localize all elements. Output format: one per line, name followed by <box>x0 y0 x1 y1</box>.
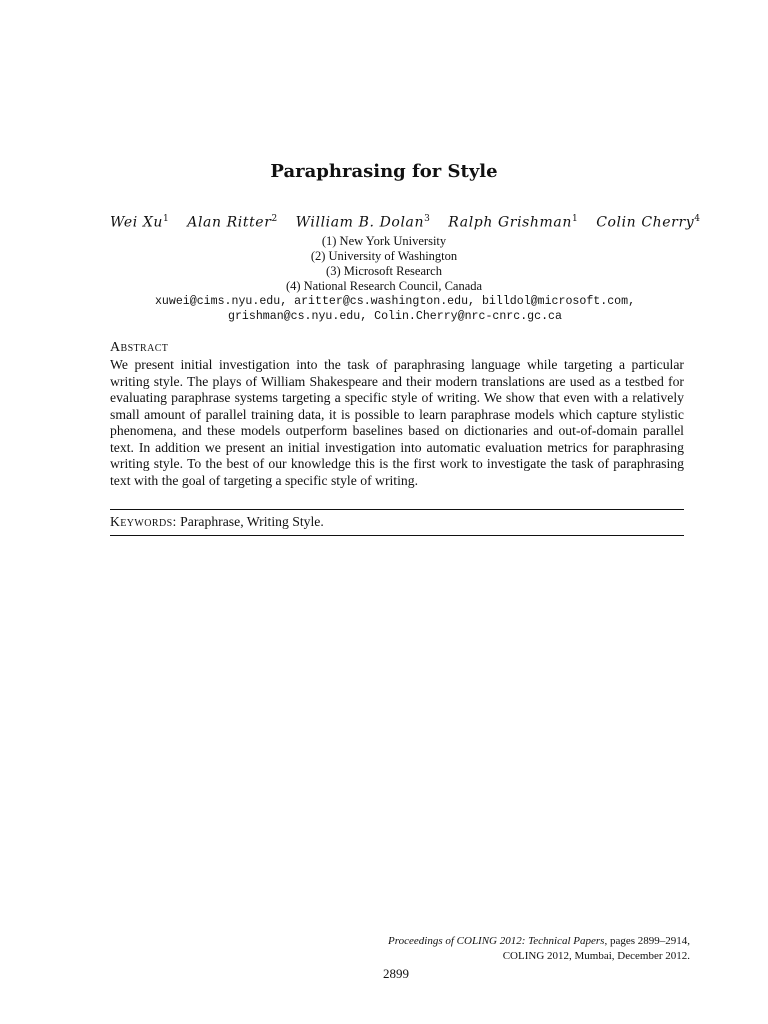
affiliation: (4) National Research Council, Canada <box>285 279 483 293</box>
abstract-text: We present initial investigation into the task of paraphrasing language while targeting a particular writing style. The plays of William Shakespeare and their modern translations are used as a testbed for evaluating paraphrase systems targeting a specific style of writing. We show that even with a relatively small amount of parallel training data, it is possible to learn paraphrase models which capture stylistic phenomena, and these models outperform baselines based on dictionaries and out-of-domain parallel text. In addition we present an initial investigation into automatic evaluation metrics for paraphrasing writing style. To the best of our knowledge this is the first work to investigate the task of paraphrasing text with the goal of targeting a specific style of writing. <box>110 357 684 488</box>
keywords-text: Paraphrase, Writing Style. <box>180 514 324 529</box>
author: William B. Dolan$^3$ <box>295 214 430 231</box>
keywords-top-rule <box>110 509 684 510</box>
keywords-label: Keywords: <box>110 514 177 529</box>
location: COLING 2012, Mumbai, December 2012. <box>502 950 690 962</box>
pages: , pages 2899–2914, <box>604 935 690 947</box>
keywords-bottom-rule <box>110 535 684 536</box>
author: Colin Cherry$^4$ <box>596 214 700 231</box>
email-list <box>0 294 768 324</box>
author: Alan Ritter$^2$ <box>187 214 278 231</box>
venue: Proceedings of COLING 2012: Technical Papers <box>388 935 605 947</box>
citation-line <box>388 934 690 949</box>
affiliation: (2) University of Washington <box>310 249 458 263</box>
affiliation: (3) Microsoft Research <box>326 264 442 278</box>
paper-title: Paraphrasing for Style <box>270 161 498 182</box>
author: Ralph Grishman$^1$ <box>448 214 578 231</box>
author: Wei Xu$^1$ <box>110 214 169 231</box>
email-line: xuwei@cims.nyu.edu, aritter@cs.washington.edu, billdol@microsoft.com, <box>154 295 636 308</box>
email-line: grishman@cs.nyu.edu, Colin.Cherry@nrc-cnrc.gc.ca <box>228 310 562 323</box>
page-number: 2899 <box>383 966 409 981</box>
affiliation: (1) New York University <box>321 234 447 248</box>
author-list <box>110 214 700 231</box>
proceedings-footer <box>388 934 690 964</box>
abstract-heading: Abstract <box>110 340 169 355</box>
keywords <box>110 514 324 530</box>
affiliation-list <box>0 234 768 294</box>
